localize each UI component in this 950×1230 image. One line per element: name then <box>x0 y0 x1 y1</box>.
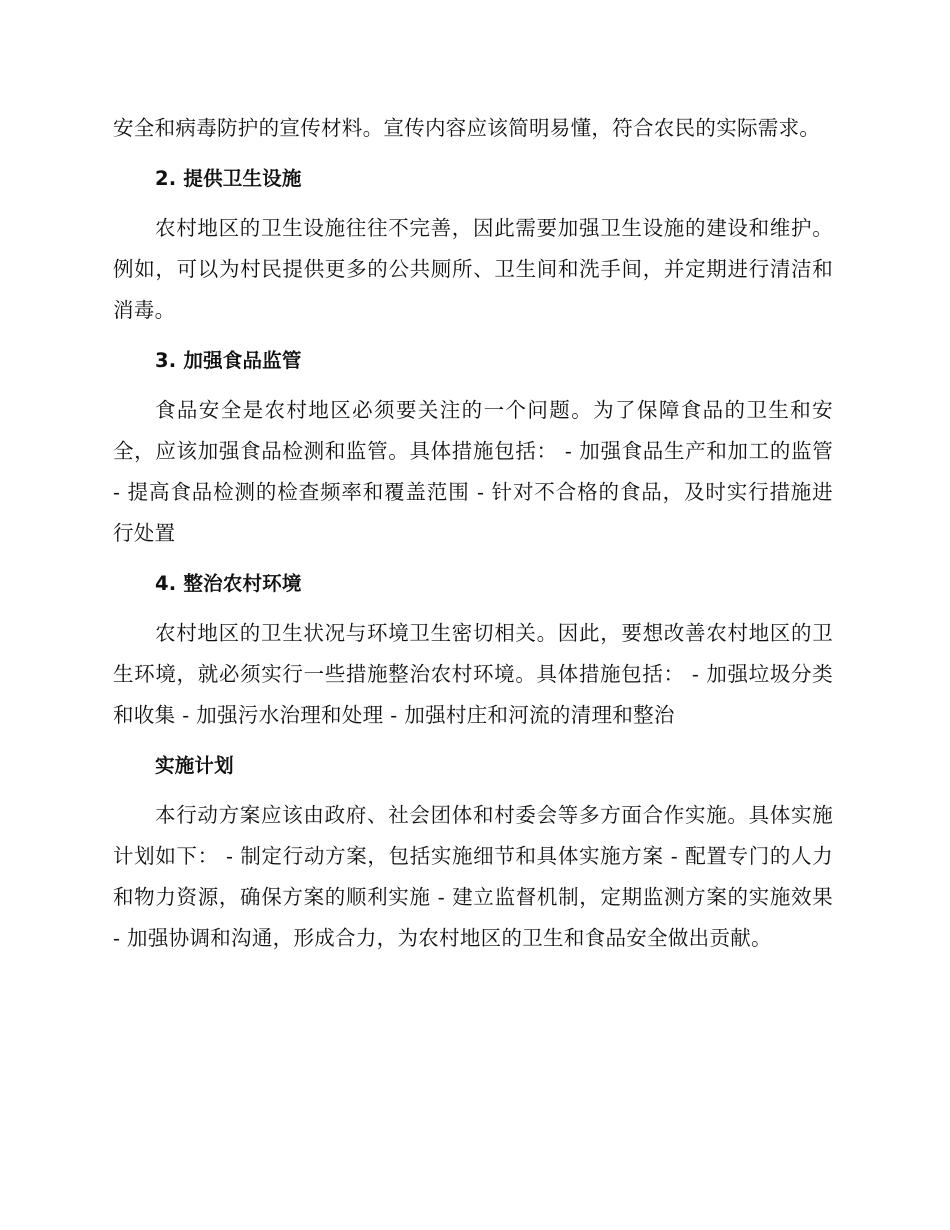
document-body <box>113 108 833 959</box>
paragraph-implementation-plan: 本行动方案应该由政府、社会团体和村委会等多方面合作实施。具体实施计划如下： - 制定行动方案，包括实施细节和具体实施方案 - 配置专门的人力和物力资源，确保方案的顺利实施 - 建立监督机制，定期监测方案的实施效果 - 加强协调和沟通，形成合力，为农村地区的卫生和食品安全做出贡献。 <box>113 803 833 950</box>
paragraph-food-supervision: 食品安全是农村地区必须要关注的一个问题。为了保障食品的卫生和安全，应该加强食品检测和监管。具体措施包括： - 加强食品生产和加工的监管 - 提高食品检测的检查频率和覆盖范围 - 针对不合格的食品，及时实行措施进行处置 <box>113 398 833 545</box>
section-heading-implementation-plan: 实施计划 <box>155 754 234 777</box>
paragraph-sanitation-facilities: 农村地区的卫生设施往往不完善，因此需要加强卫生设施的建设和维护。例如，可以为村民提供更多的公共厕所、卫生间和洗手间，并定期进行清洁和消毒。 <box>113 216 833 322</box>
paragraph-continuation: 安全和病毒防护的宣传材料。宣传内容应该简明易懂，符合农民的实际需求。 <box>113 116 821 140</box>
section-heading-rural-environment: 4. 整治农村环境 <box>155 572 302 595</box>
section-heading-food-supervision: 3. 加强食品监管 <box>155 349 302 372</box>
section-heading-sanitation-facilities: 2. 提供卫生设施 <box>155 167 302 190</box>
paragraph-rural-environment: 农村地区的卫生状况与环境卫生密切相关。因此，要想改善农村地区的卫生环境，就必须实行一些措施整治农村环境。具体措施包括： - 加强垃圾分类和收集 - 加强污水治理和处理 - 加强村庄和河流的清理和整治 <box>113 621 833 727</box>
